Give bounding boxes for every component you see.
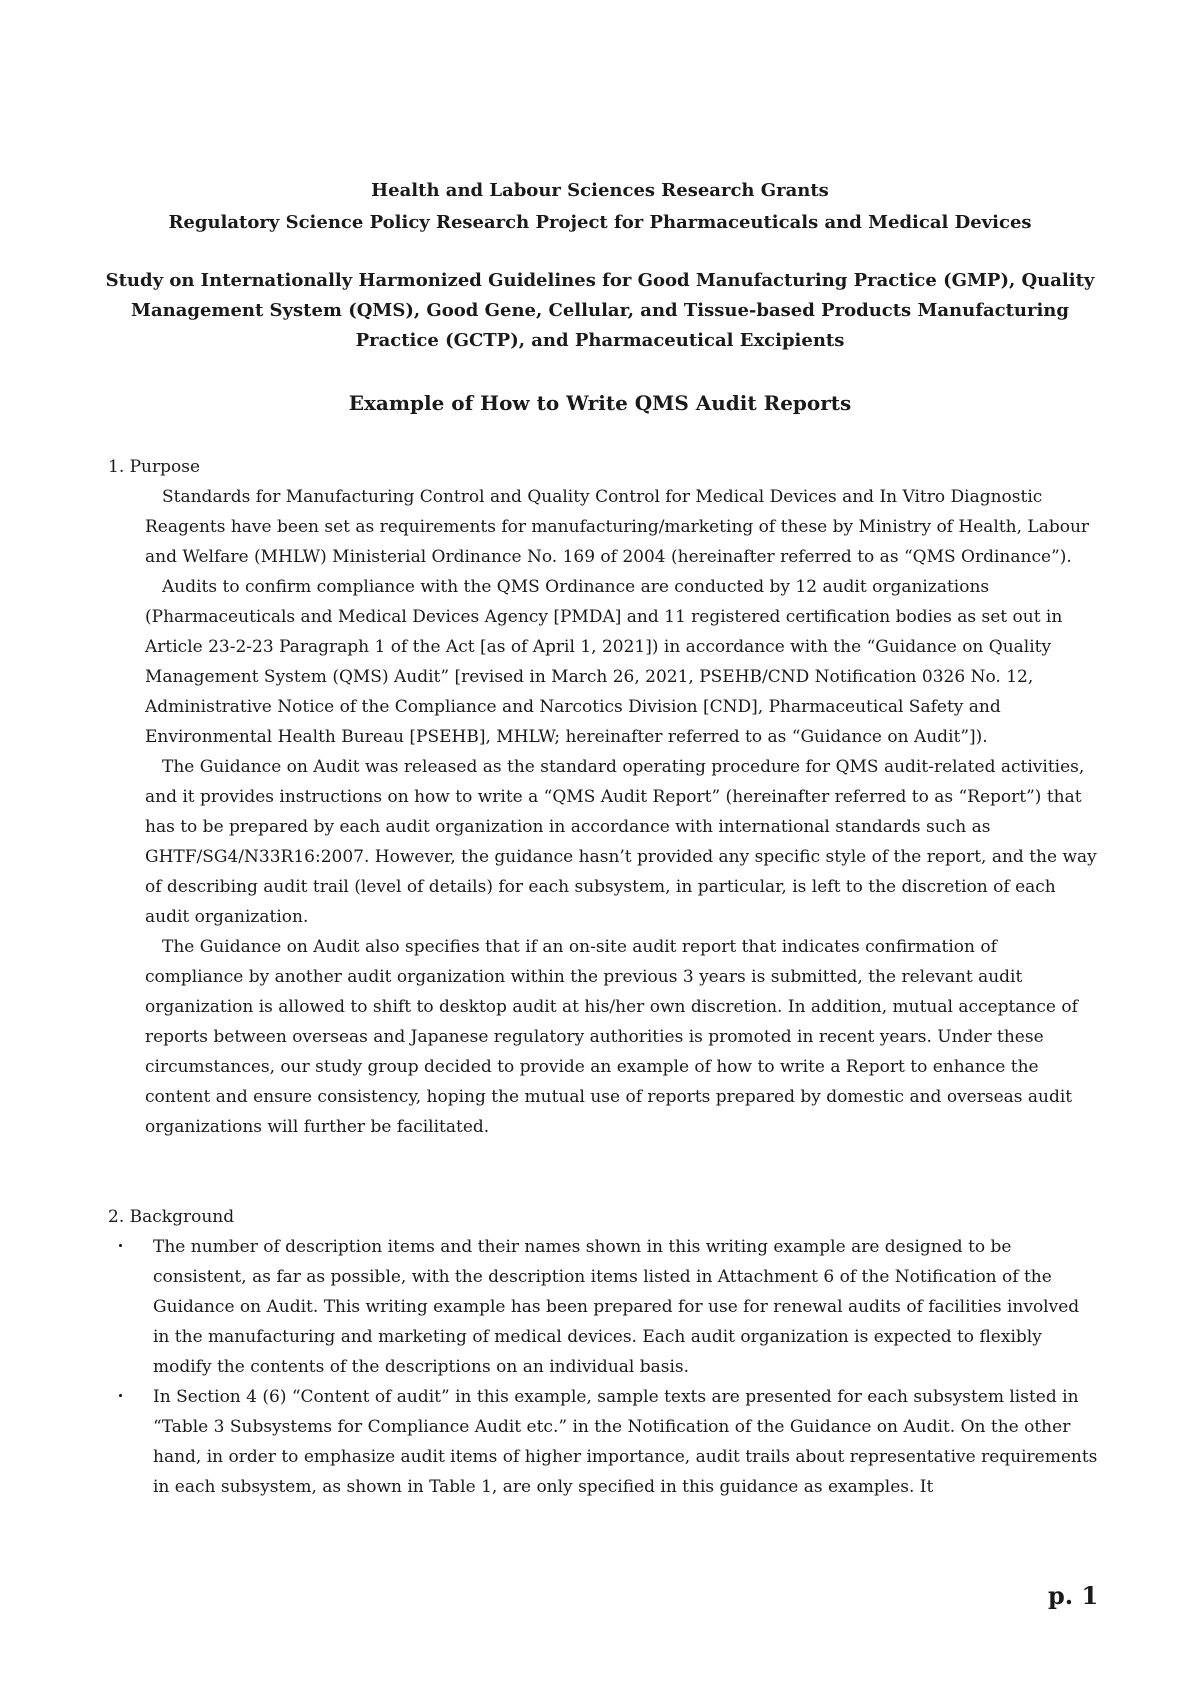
header-grants-title: Health and Labour Sciences Research Grants xyxy=(371,180,829,201)
purpose-paragraph: The Guidance on Audit also specifies that if an on-site audit report that indicates confirmation of compliance by another audit organization within the previous 3 years is submitted, the relevant audit organization is allowed to shift to desktop audit at his/her own discretion. In addition, mutual acceptance of reports between overseas and Japanese regulatory authorities is promoted in recent years. Under these circumstances, our study group decided to provide an example of how to write a Report to enhance the content and ensure consistency, hoping the mutual use of reports prepared by domestic and overseas audit organizations will further be facilitated. xyxy=(145,937,1078,1137)
purpose-paragraph: The Guidance on Audit was released as the standard operating procedure for QMS audit-related activities, and it provides instructions on how to write a “QMS Audit Report” (hereinafter referred to as “Report”) that has to be prepared by each audit organization in accordance with international standards such as GHTF/SG4/N33R16:2007. However, the guidance hasn’t provided any specific style of the report, and the way of describing audit trail (level of details) for each subsystem, in particular, is left to the discretion of each audit organization. xyxy=(145,757,1097,927)
bullet-dot-icon: ・ xyxy=(112,1237,129,1257)
background-bullet-text: In Section 4 (6) “Content of audit” in this example, sample texts are presented for each subsystem listed in “Table 3 Subsystems for Compliance Audit etc.” in the Notification of the Guidance on Audit. On the other hand, in order to emphasize audit items of higher importance, audit trails about representative requirements in each subsystem, as shown in Table 1, are only specified in this guidance as examples. It xyxy=(153,1387,1098,1497)
purpose-section-body xyxy=(108,482,1100,1142)
background-bullet-item xyxy=(108,1382,1100,1502)
document-title: Example of How to Write QMS Audit Reports xyxy=(348,391,852,415)
background-bullet-text: The number of description items and their names shown in this writing example are designed to be consistent, as far as possible, with the description items listed in Attachment 6 of the Notification of the Guidance on Audit. This writing example has been prepared for use for renewal audits of facilities involved in the manufacturing and marketing of medical devices. Each audit organization is expected to flexibly modify the contents of the descriptions on an individual basis. xyxy=(153,1237,1080,1377)
purpose-paragraph: Audits to confirm compliance with the QMS Ordinance are conducted by 12 audit organizations (Pharmaceuticals and Medical Devices Agency [PMDA] and 11 registered certification bodies as set out in Article 23-2-23 Paragraph 1 of the Act [as of April 1, 2021]) in accordance with the “Guidance on Quality Management System (QMS) Audit” [revised in March 26, 2021, PSEHB/CND Notification 0326 No. 12, Administrative Notice of the Compliance and Narcotics Division [CND], Pharmaceutical Safety and Environmental Health Bureau [PSEHB], MHLW; hereinafter referred to as “Guidance on Audit”]). xyxy=(145,577,1063,747)
background-section-body xyxy=(108,1232,1100,1502)
page-number: p. 1 xyxy=(1048,1581,1099,1610)
section-heading-background: 2. Background xyxy=(108,1207,235,1227)
background-bullet-item xyxy=(108,1232,1100,1382)
section-heading-purpose: 1. Purpose xyxy=(108,457,201,477)
background-bullet-list xyxy=(108,1232,1100,1502)
header-project-title: Regulatory Science Policy Research Project for Pharmaceuticals and Medical Devices xyxy=(168,212,1032,233)
purpose-paragraph: Standards for Manufacturing Control and Quality Control for Medical Devices and In Vitro Diagnostic Reagents have been set as requirements for manufacturing/marketing of these by Ministry of Health, Labour and Welfare (MHLW) Ministerial Ordinance No. 169 of 2004 (hereinafter referred to as “QMS Ordinance”). xyxy=(145,487,1090,567)
bullet-dot-icon: ・ xyxy=(112,1387,129,1407)
study-title: Study on Internationally Harmonized Guidelines for Good Manufacturing Practice (GMP), Quality Management System (QMS), Good Gene, Cellular, and Tissue-based Products Manufacturing Practice (GCTP), and Pharmaceutical Excipients xyxy=(105,270,1095,351)
